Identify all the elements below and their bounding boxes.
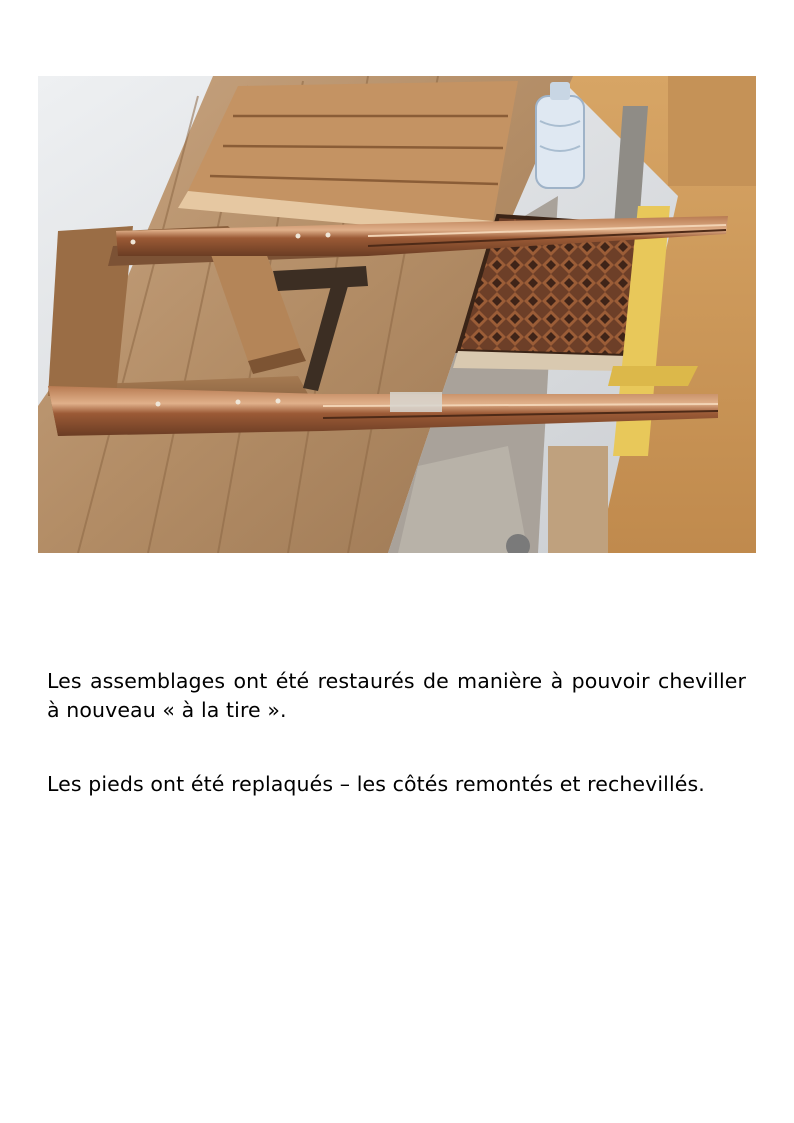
- bottle-icon: [536, 82, 584, 188]
- paragraph-joints: Les assemblages ont été restaurés de manière à pouvoir cheviller à nouveau « à la tire ».: [47, 669, 746, 722]
- paragraph-legs: Les pieds ont été replaqués – les côtés remontés et rechevillés.: [47, 772, 705, 796]
- restoration-photo: [38, 76, 756, 553]
- workbench-chair-frame-photo-icon: [38, 76, 756, 553]
- caption-text: [47, 667, 746, 799]
